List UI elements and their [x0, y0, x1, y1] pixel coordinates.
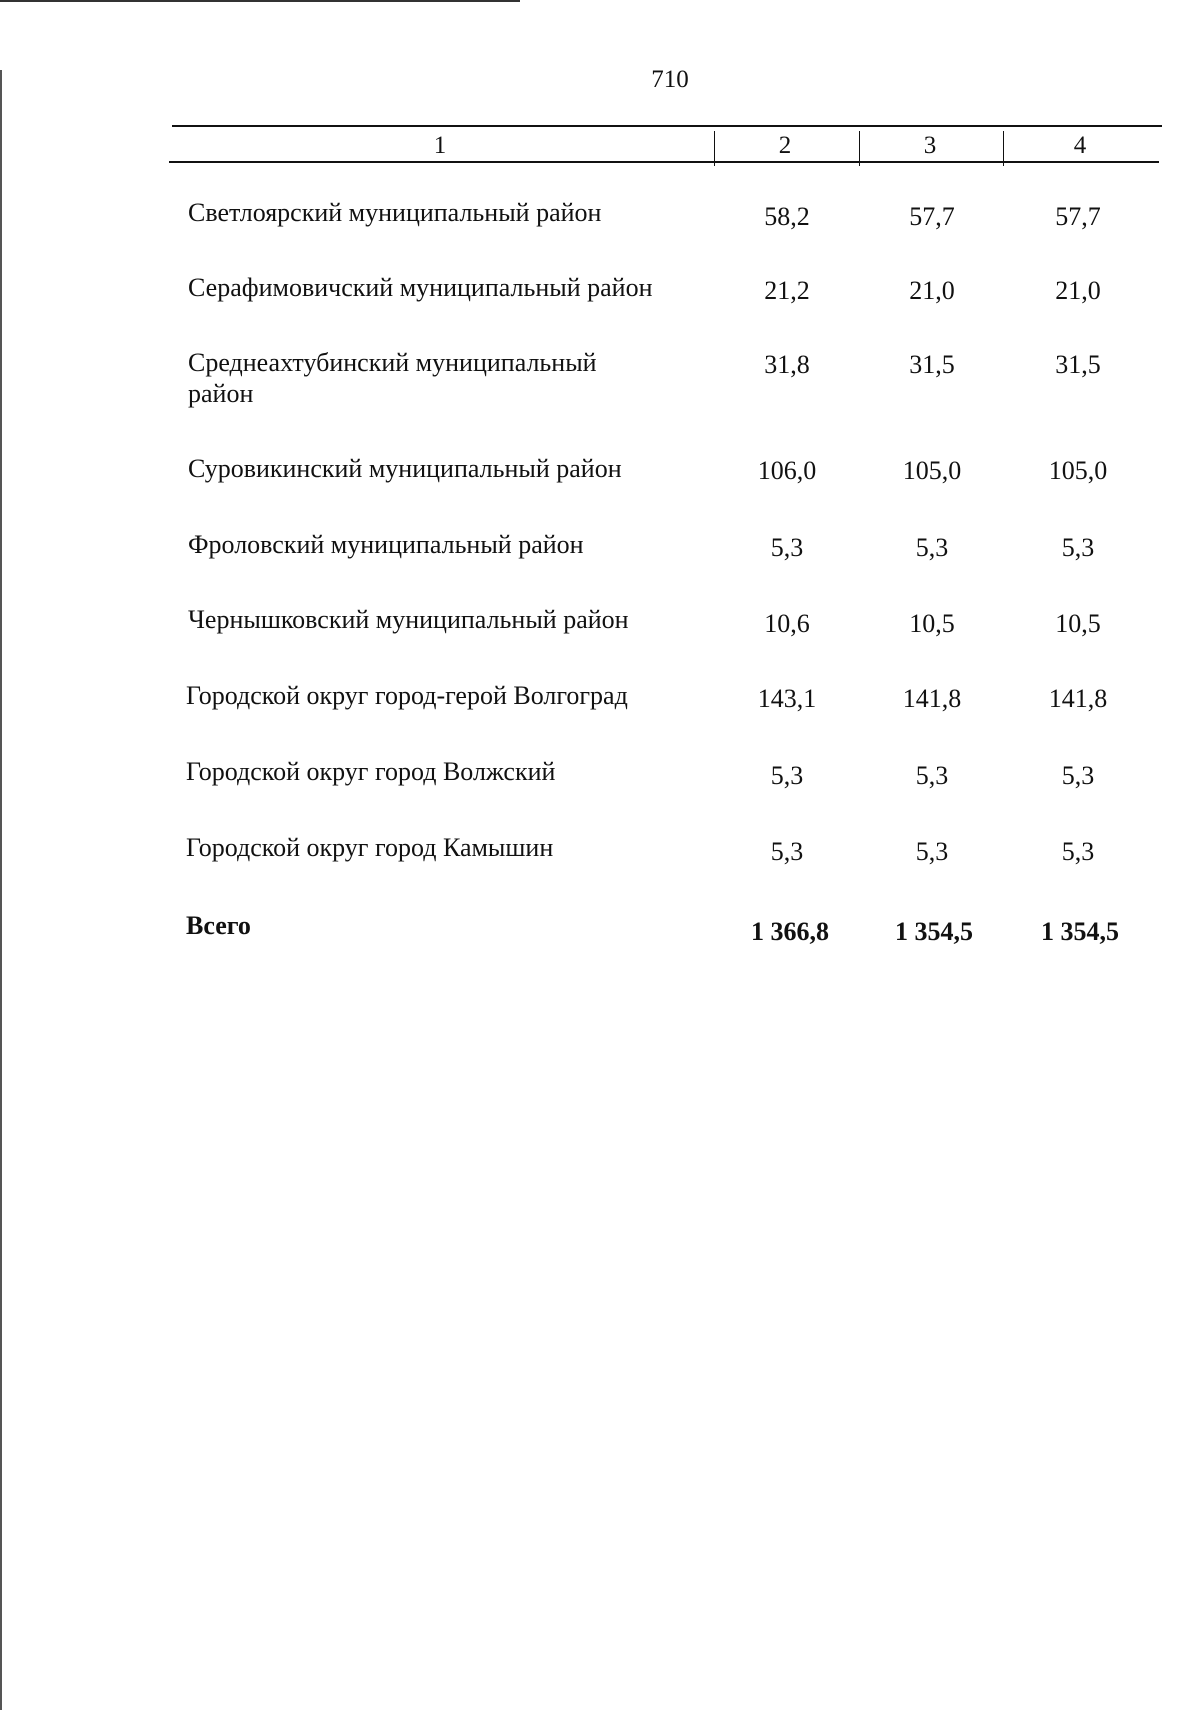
row-value: 5,3 — [770, 533, 804, 562]
table-header-bottom-rule — [169, 161, 1159, 163]
total-label: Всего — [186, 911, 251, 940]
row-value: 5,3 — [770, 837, 804, 866]
row-value: 143,1 — [757, 684, 817, 713]
row-label: Среднеахтубинский муниципальный район — [188, 348, 597, 408]
row-value: 10,5 — [1055, 609, 1101, 638]
header-divider — [1003, 131, 1004, 166]
row-value: 57,7 — [1055, 202, 1101, 231]
row-value: 21,0 — [1055, 276, 1101, 305]
total-value: 1 354,5 — [895, 917, 973, 946]
row-value: 10,5 — [909, 609, 955, 638]
scan-edge-top — [0, 0, 520, 2]
row-label: Городской округ город-герой Волгоград — [186, 681, 628, 710]
row-value: 58,2 — [764, 202, 810, 231]
row-label: Городской округ город Волжский — [186, 757, 556, 786]
table-header-cell: 1 — [433, 132, 447, 159]
header-divider — [859, 131, 860, 166]
row-value: 5,3 — [1061, 837, 1095, 866]
row-label: Фроловский муниципальный район — [188, 530, 584, 559]
row-value: 31,8 — [764, 350, 810, 379]
row-value: 5,3 — [915, 761, 949, 790]
row-value: 31,5 — [1055, 350, 1101, 379]
row-value: 21,2 — [764, 276, 810, 305]
row-value: 10,6 — [764, 609, 810, 638]
total-value: 1 354,5 — [1041, 917, 1119, 946]
row-label: Городской округ город Камышин — [186, 833, 554, 862]
total-value: 1 366,8 — [751, 917, 829, 946]
table-header-cell: 3 — [923, 132, 937, 159]
table-header-cell: 4 — [1073, 132, 1087, 159]
row-value: 105,0 — [902, 456, 962, 485]
row-value: 21,0 — [909, 276, 955, 305]
page-number: 710 — [651, 66, 689, 93]
row-label: Светлоярский муниципальный район — [188, 198, 602, 227]
header-divider — [714, 131, 715, 166]
row-value: 5,3 — [1061, 761, 1095, 790]
row-value: 57,7 — [909, 202, 955, 231]
row-value: 106,0 — [757, 456, 817, 485]
table-header-cell: 2 — [778, 132, 792, 159]
row-value: 105,0 — [1048, 456, 1108, 485]
row-label: Серафимовичский муниципальный район — [188, 273, 653, 302]
row-value: 31,5 — [909, 350, 955, 379]
row-value: 5,3 — [915, 837, 949, 866]
table-header-top-rule — [172, 125, 1162, 127]
row-label: Чернышковский муниципальный район — [188, 605, 629, 634]
row-label: Суровикинский муниципальный район — [188, 454, 622, 483]
row-value: 141,8 — [1048, 684, 1108, 713]
row-value: 5,3 — [770, 761, 804, 790]
row-value: 5,3 — [915, 533, 949, 562]
row-value: 141,8 — [902, 684, 962, 713]
row-value: 5,3 — [1061, 533, 1095, 562]
scan-edge-left — [0, 70, 2, 1710]
